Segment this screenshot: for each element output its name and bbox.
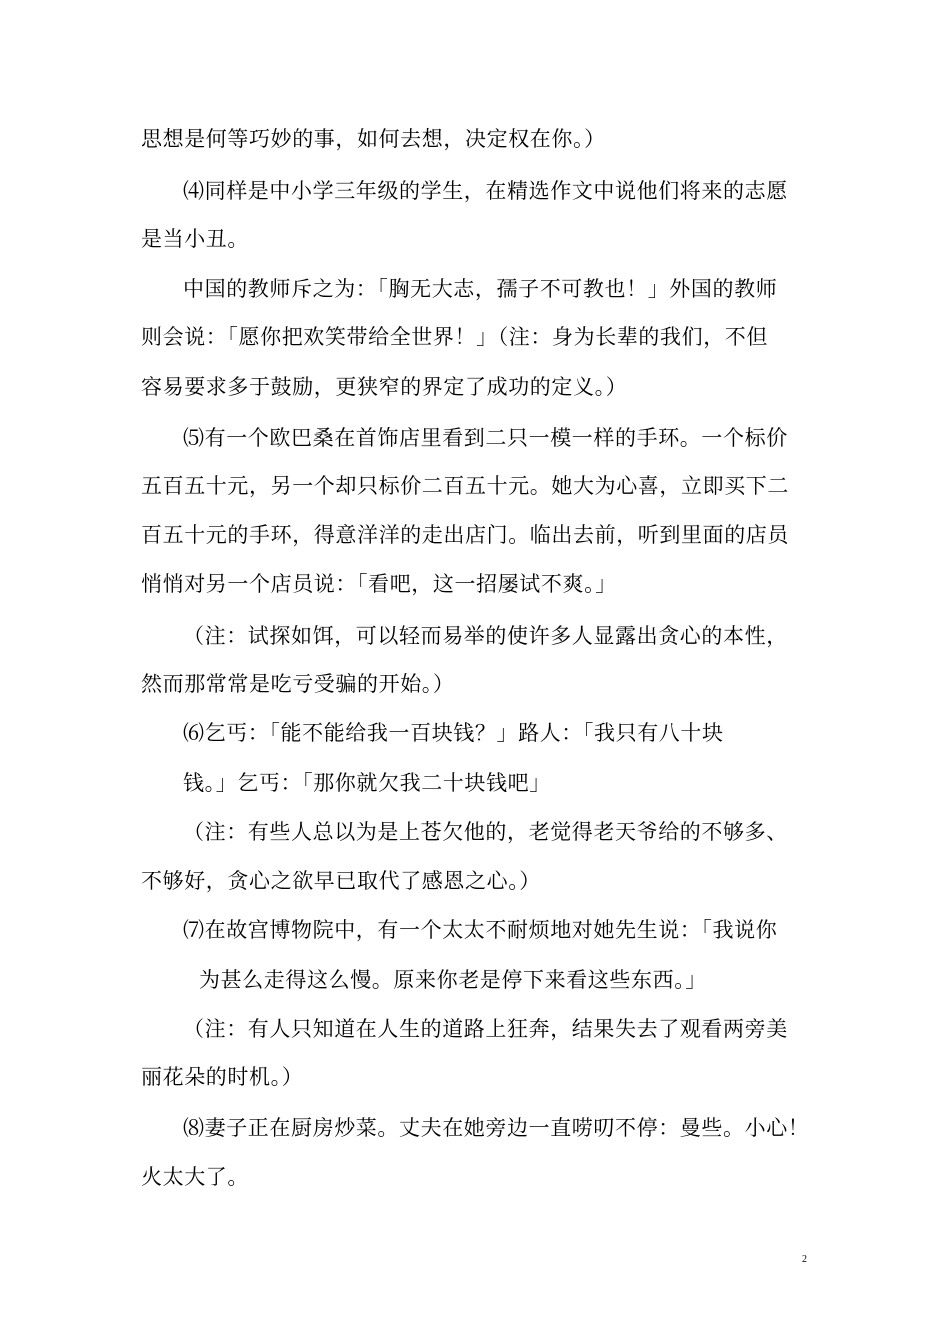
text-line: 思想是何等巧妙的事，如何去想，决定权在你。） [141,127,606,151]
text-line: 为甚么走得这么慢。原来你老是停下来看这些东西。」 [199,968,707,992]
text-line: 不够好，贪心之欲早已取代了感恩之心。） [141,869,541,893]
text-line: 丽花朵的时机。） [141,1065,304,1089]
text-line: ⑻妻子正在厨房炒菜。丈夫在她旁边一直唠叨不停：曼些。小心！ [183,1116,810,1140]
text-line: 容易要求多于鼓励，更狭窄的界定了成功的定义。） [141,375,628,399]
page-number: 2 [802,1254,807,1265]
text-line: 火太大了。 [141,1165,249,1189]
text-line: ⑹乞丐：「能不能给我一百块钱？」路人：「我只有八十块 [183,721,724,745]
text-line: 钱。」乞丐：「那你就欠我二十块钱吧」 [183,771,551,795]
text-line: 则会说：「愿你把欢笑带给全世界！」（注：身为长辈的我们，不但 [141,325,768,349]
text-line: 是当小丑。 [141,227,249,251]
text-line: ⑸有一个欧巴桑在首饰店里看到二只一模一样的手环。一个标价 [183,426,788,450]
text-line: （注：有人只知道在人生的道路上狂奔，结果失去了观看两旁美 [183,1017,788,1041]
text-line: 然而那常常是吃亏受骗的开始。） [141,672,455,696]
text-line: ⑺在故宫博物院中，有一个太太不耐烦地对她先生说：「我说你 [183,918,778,942]
text-line: （注：有些人总以为是上苍欠他的，老觉得老天爷给的不够多、 [183,820,788,844]
text-line: 五百五十元，另一个却只标价二百五十元。她大为心喜，立即买下二 [141,474,789,498]
text-line: （注：试探如饵，可以轻而易举的使许多人显露出贪心的本性， [183,624,788,648]
text-line: 中国的教师斥之为：「胸无大志，孺子不可教也！」外国的教师 [183,277,778,301]
text-line: 百五十元的手环，得意洋洋的走出店门。临出去前，听到里面的店员 [141,523,789,547]
text-line: 悄悄对另一个店员说：「看吧，这一招屡试不爽。」 [141,572,617,596]
text-line: ⑷同样是中小学三年级的学生，在精选作文中说他们将来的志愿 [183,179,788,203]
